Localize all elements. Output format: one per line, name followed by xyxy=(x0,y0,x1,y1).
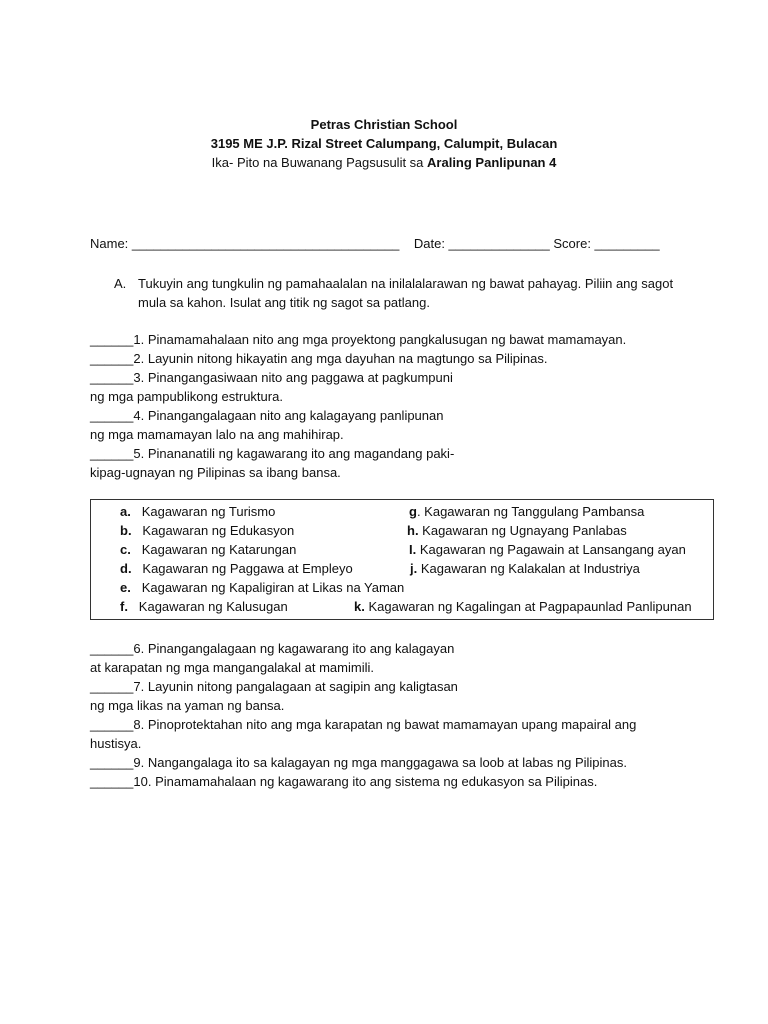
instructions-letter: A. xyxy=(114,276,127,291)
choice-text: Kagawaran ng Kapaligiran at Likas na Yaman xyxy=(141,580,405,595)
choice-text: Kagawaran ng Katarungan xyxy=(141,542,297,557)
choice-text: Kagawaran ng Kalusugan xyxy=(138,599,288,614)
choice-text: . Kagawaran ng Tanggulang Pambansa xyxy=(416,504,645,519)
question-line: ______4. Pinangangalagaan nito ang kalagayang panlipunan xyxy=(90,408,444,423)
choice-text: Kagawaran ng Edukasyon xyxy=(142,523,295,538)
choice-text: Kagawaran ng Pagawain at Lansangang ayan xyxy=(416,542,686,557)
question-line: ______6. Pinangangalagaan ng kagawarang ito ang kalagayan xyxy=(90,641,455,656)
choice-text: Kagawaran ng Ugnayang Panlabas xyxy=(418,523,627,538)
question-line: ______8. Pinoprotektahan nito ang mga karapatan ng bawat mamamayan upang mapairal ang xyxy=(90,717,637,732)
choice-key: h. xyxy=(407,523,419,538)
choice-key: e. xyxy=(120,580,131,595)
question-line: ______2. Layunin nitong hikayatin ang mga dayuhan na magtungo sa Pilipinas. xyxy=(90,351,548,366)
question-line: ng mga likas na yaman ng bansa. xyxy=(90,698,285,713)
question-line: ng mga pampublikong estruktura. xyxy=(90,389,283,404)
question-line: ______7. Layunin nitong pangalagaan at sagipin ang kaligtasan xyxy=(90,679,458,694)
choice-key: k. xyxy=(354,599,365,614)
choice-i xyxy=(409,540,686,559)
choice-key: c. xyxy=(120,542,131,557)
answer-choices-box xyxy=(90,499,714,620)
question-line: kipag-ugnayan ng Pilipinas sa ibang bansa. xyxy=(90,465,341,480)
choice-j xyxy=(410,559,640,578)
school-address: 3195 ME J.P. Rizal Street Calumpang, Calumpit, Bulacan xyxy=(210,136,558,151)
choice-text: Kagawaran ng Paggawa at Empleyo xyxy=(142,561,353,576)
choice-f xyxy=(120,597,288,616)
question-line: at karapatan ng mga mangangalakal at mamimili. xyxy=(90,660,374,675)
choice-h xyxy=(407,521,627,540)
exam-subject: Araling Panlipunan 4 xyxy=(427,155,557,170)
exam-title xyxy=(0,153,768,172)
choice-c xyxy=(120,540,296,559)
choice-e xyxy=(120,578,404,597)
choice-g xyxy=(409,502,644,521)
instructions-text: Tukuyin ang tungkulin ng pamahaalalan na inilalalarawan ng bawat pahayag. Piliin ang sagot mula sa kahon. Isulat ang titik ng sagot sa patlang. xyxy=(138,276,674,310)
choice-key: b. xyxy=(120,523,132,538)
question-line: ______5. Pinananatili ng kagawarang ito ang magandang paki- xyxy=(90,446,455,461)
choice-d xyxy=(120,559,353,578)
question-line: ng mga mamamayan lalo na ang mahihirap. xyxy=(90,427,344,442)
choice-key: I. xyxy=(409,542,417,557)
question-line: ______10. Pinamamahalaan ng kagawarang ito ang sistema ng edukasyon sa Pilipinas. xyxy=(90,774,598,789)
question-line: hustisya. xyxy=(90,736,142,751)
question-line: ______9. Nangangalaga ito sa kalagayan ng mga manggagawa sa loob at labas ng Pilipinas. xyxy=(90,755,627,770)
choice-a xyxy=(120,502,275,521)
student-info-line: Name: _____________________________________ Date: ______________ Score: _________ xyxy=(90,236,660,251)
exam-title-prefix: Ika- Pito na Buwanang Pagsusulit sa xyxy=(211,155,428,170)
choice-text: Kagawaran ng Kagalingan at Pagpapaunlad Panlipunan xyxy=(364,599,692,614)
choice-key: f. xyxy=(120,599,128,614)
choice-key: d. xyxy=(120,561,132,576)
choice-key: g xyxy=(409,504,417,519)
school-name: Petras Christian School xyxy=(310,117,458,132)
question-line: ______1. Pinamamahalaan nito ang mga proyektong pangkalusugan ng bawat mamamayan. xyxy=(90,332,627,347)
choice-key: a. xyxy=(120,504,131,519)
choice-text: Kagawaran ng Turismo xyxy=(141,504,276,519)
document-header xyxy=(0,115,768,172)
choice-b xyxy=(120,521,294,540)
choice-k xyxy=(354,597,692,616)
question-line: ______3. Pinangangasiwaan nito ang paggawa at pagkumpuni xyxy=(90,370,453,385)
choice-text: Kagawaran ng Kalakalan at Industriya xyxy=(417,561,640,576)
choice-key: j. xyxy=(410,561,418,576)
